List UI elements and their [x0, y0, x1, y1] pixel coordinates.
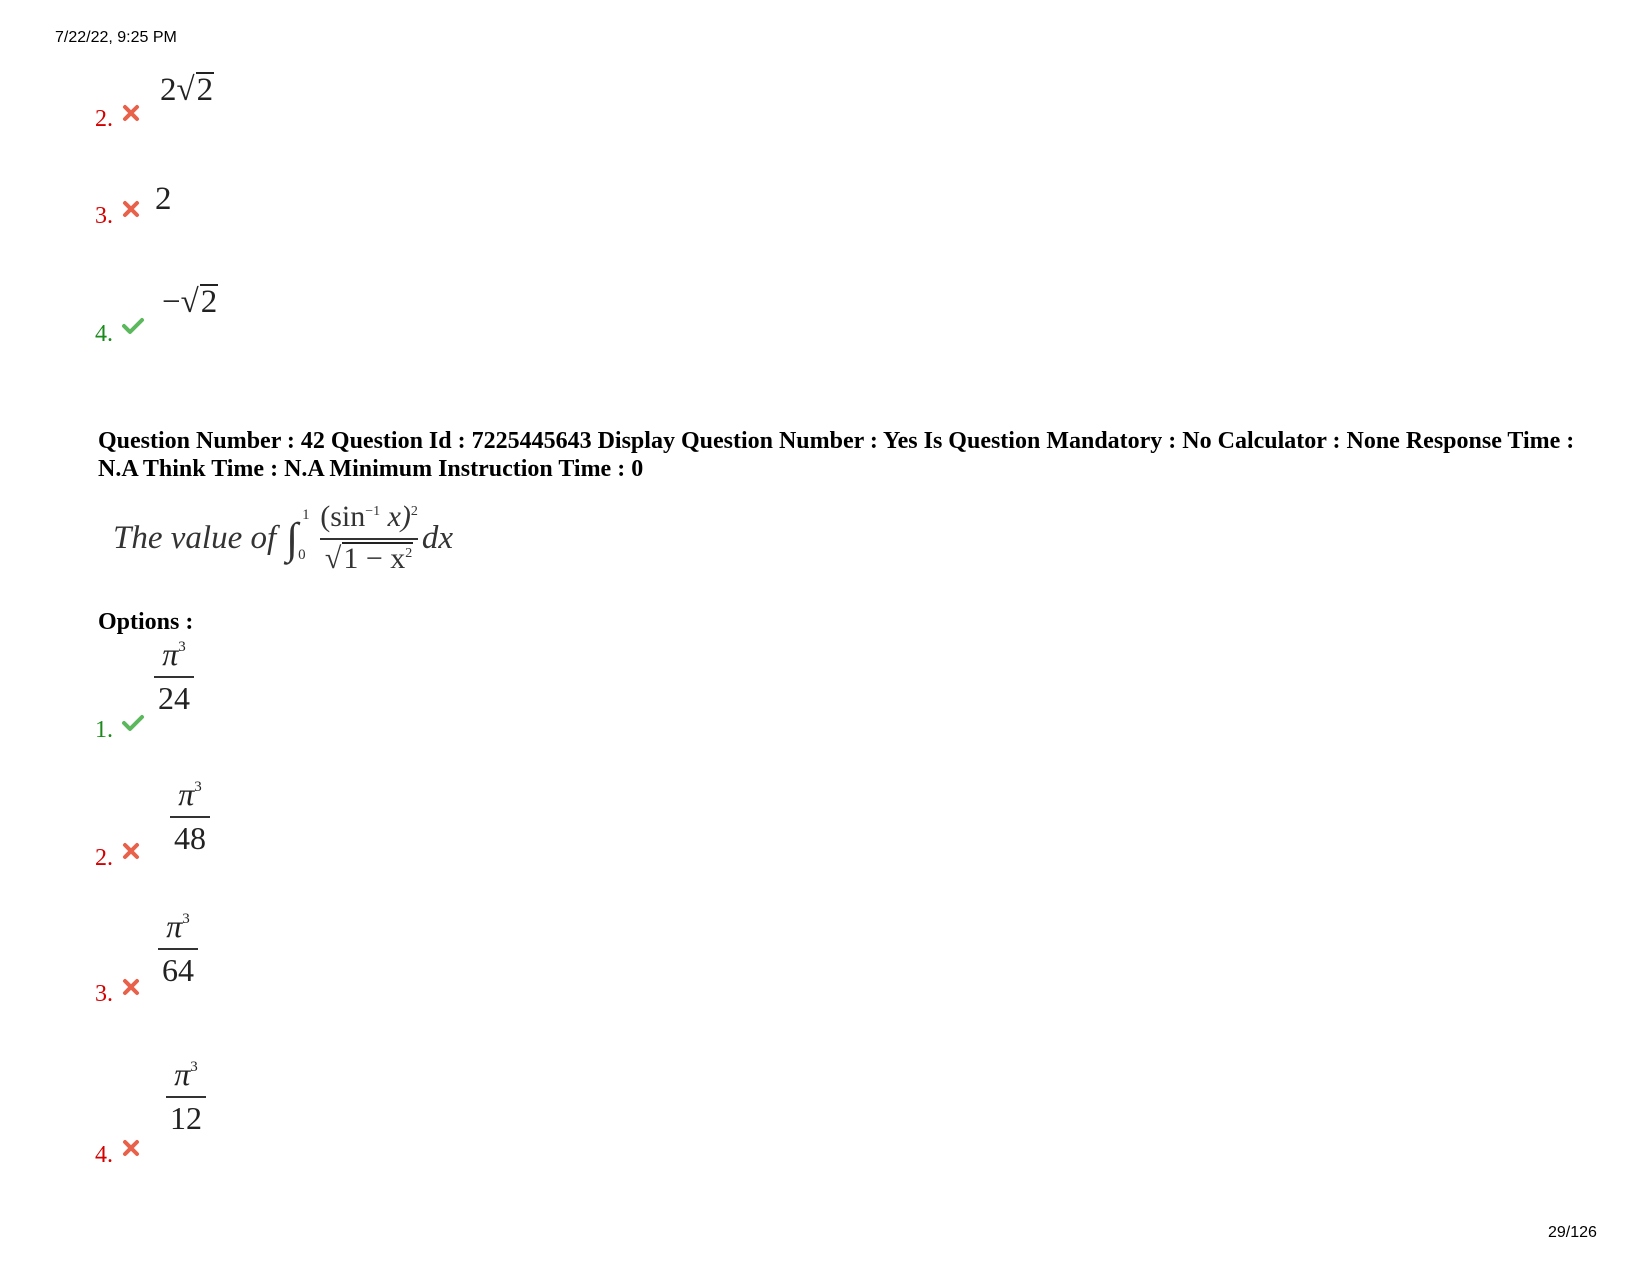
sqrt-symbol: √: [176, 72, 195, 108]
den-expr: 1 − x: [343, 542, 406, 575]
option-1-fraction: [154, 638, 194, 714]
cross-icon: [122, 1139, 140, 1157]
question-info: Question Number : 42 Question Id : 7225445643 Display Question Number : Yes Is Question Mandatory : No Calculator : None Response Time : N.A Think Time : N.A Minimum Instruction Time : 0: [98, 428, 1575, 482]
prev-option-3-value: 2: [155, 181, 172, 217]
option-number-2: 2.: [95, 845, 113, 871]
check-icon: [121, 317, 145, 335]
option-4-fraction: [166, 1058, 206, 1134]
option-4-numerator: π: [174, 1056, 191, 1092]
den-power: 2: [405, 546, 413, 561]
option-1-numerator: π: [162, 636, 179, 672]
option-number-3: 3.: [95, 981, 113, 1007]
option-1-power: 3: [178, 639, 186, 655]
integral-upper-limit: 1: [302, 506, 310, 523]
question-stem: [113, 500, 453, 576]
prev-option-number-3: 3.: [95, 203, 113, 229]
option-3-power: 3: [182, 911, 190, 927]
check-icon: [121, 714, 145, 732]
option-2-denominator: 48: [174, 820, 206, 856]
cross-icon: [122, 842, 140, 860]
option-1-denominator: 24: [158, 680, 190, 716]
fraction-bar: [320, 538, 418, 540]
prev-option-number-4: 4.: [95, 321, 113, 347]
option-number-4: 4.: [95, 1142, 113, 1168]
num-inverse: −1: [365, 504, 381, 519]
options-label: Options :: [98, 609, 194, 635]
prev-option-2-math: [160, 72, 214, 107]
prev-option-2-radicand: 2: [196, 72, 214, 108]
integrand-fraction: [320, 500, 418, 576]
integral-sign: ∫: [286, 513, 299, 563]
page-number: 29/126: [1548, 1224, 1597, 1241]
stem-text: The value of: [113, 519, 277, 556]
differential: dx: [421, 519, 454, 556]
option-2-numerator: π: [178, 776, 195, 812]
prev-option-4-math: [162, 284, 218, 319]
prev-option-4-sign: −: [162, 284, 181, 320]
option-4-power: 3: [190, 1059, 198, 1075]
option-2-fraction: [170, 778, 210, 854]
option-3-numerator: π: [166, 908, 183, 944]
integral-lower-limit: 0: [298, 546, 306, 563]
prev-option-number-2: 2.: [95, 106, 113, 132]
cross-icon: [122, 978, 140, 996]
num-var: x): [387, 500, 411, 533]
integrand-numerator: [320, 500, 418, 533]
num-power: 2: [410, 504, 418, 519]
prev-option-2-coef: 2: [160, 72, 177, 108]
prev-option-4-radicand: 2: [200, 284, 218, 320]
integral-symbol: [286, 506, 310, 564]
option-3-denominator: 64: [162, 952, 194, 988]
integrand-denominator: $√1 - x^2$: [324, 542, 413, 575]
option-4-denominator: 12: [170, 1100, 202, 1136]
option-3-fraction: [158, 910, 198, 986]
sqrt-symbol: √: [180, 284, 199, 320]
print-timestamp: 7/22/22, 9:25 PM: [55, 29, 177, 46]
cross-icon: [122, 104, 140, 122]
option-number-1: 1.: [95, 717, 113, 743]
option-2-power: 3: [194, 779, 202, 795]
cross-icon: [122, 200, 140, 218]
num-func: (sin: [320, 500, 366, 533]
